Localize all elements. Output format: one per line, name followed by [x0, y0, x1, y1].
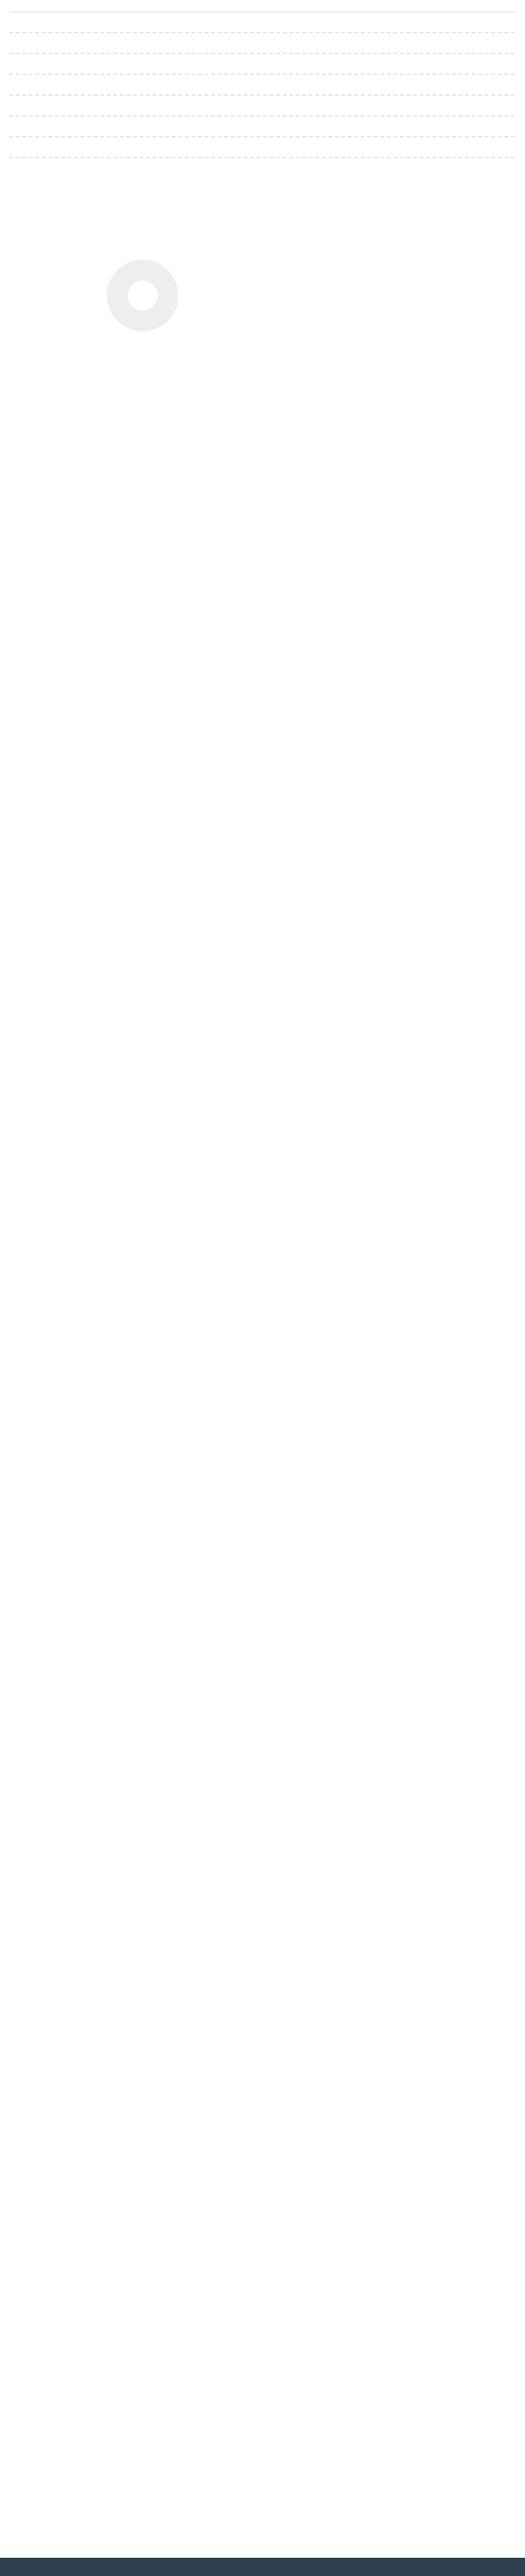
divider: [9, 157, 516, 158]
divider: [9, 136, 516, 137]
ariatender-watermark: [107, 247, 439, 344]
divider: [9, 115, 516, 117]
divider: [9, 53, 516, 54]
notice-body: [9, 32, 516, 158]
notice-header: [9, 7, 516, 12]
divider: [9, 32, 516, 33]
divider: [9, 94, 516, 96]
site-footer: [0, 2558, 525, 2576]
watermark-logo-icon: [107, 260, 178, 331]
divider: [9, 74, 516, 75]
